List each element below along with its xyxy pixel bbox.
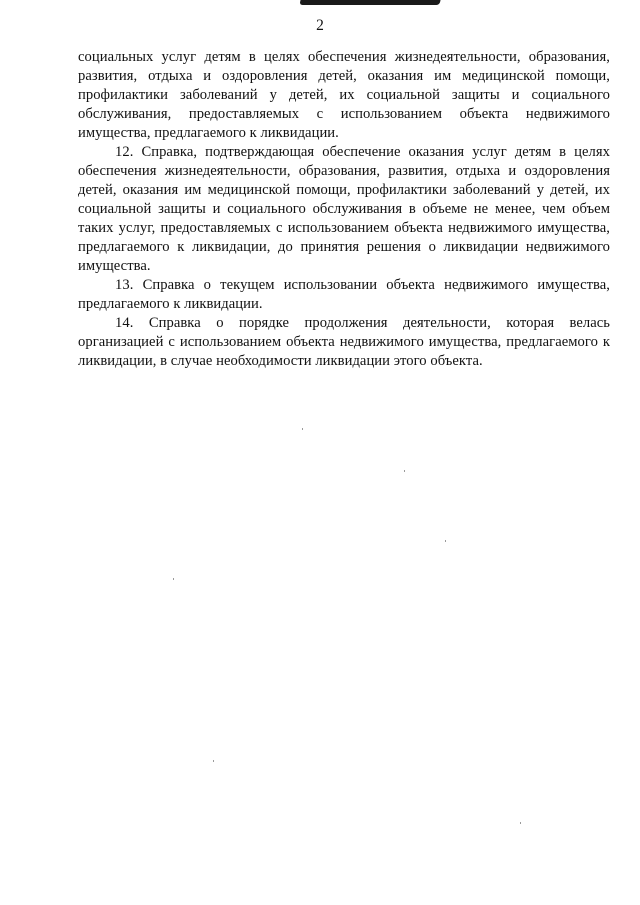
page-number: 2 <box>316 17 324 34</box>
scan-speck <box>404 470 405 472</box>
scan-speck <box>213 760 214 762</box>
scan-speck <box>302 428 303 430</box>
paragraph-continuation: социальных услуг детям в целях обеспечения жизнедеятельности, образования, развития, отдыха и оздоровления детей, оказания им медицинской помощи, профилактики заболеваний у детей, их социальной защиты и социального обслуживания, предоставляемых с использованием объекта недвижимого имущества, предлагаемого к ликвидации. <box>78 49 610 141</box>
scan-artifact-mark <box>299 0 440 5</box>
paragraph-item-12: 12. Справка, подтверждающая обеспечение оказания услуг детям в целях обеспечения жизнедеятельности, образования, развития, отдыха и оздоровления детей, оказания им медицинской помощи, профилактики заболеваний у детей, их социальной защиты и социального обслуживания в объеме не менее, чем объем таких услуг, предоставляемых с использованием объекта недвижимого имущества, предлагаемого к ликвидации, до принятия решения о ликвидации недвижимого имущества. <box>78 144 610 274</box>
scan-speck <box>445 540 446 542</box>
paragraph-item-14: 14. Справка о порядке продолжения деятельности, которая велась организацией с использованием объекта недвижимого имущества, предлагаемого к ликвидации, в случае необходимости ликвидации этого объекта. <box>78 315 610 369</box>
paragraph-item-13: 13. Справка о текущем использовании объекта недвижимого имущества, предлагаемого к ликвидации. <box>78 277 610 312</box>
scan-speck <box>173 578 174 580</box>
scan-speck <box>520 822 521 824</box>
document-body <box>78 48 610 371</box>
